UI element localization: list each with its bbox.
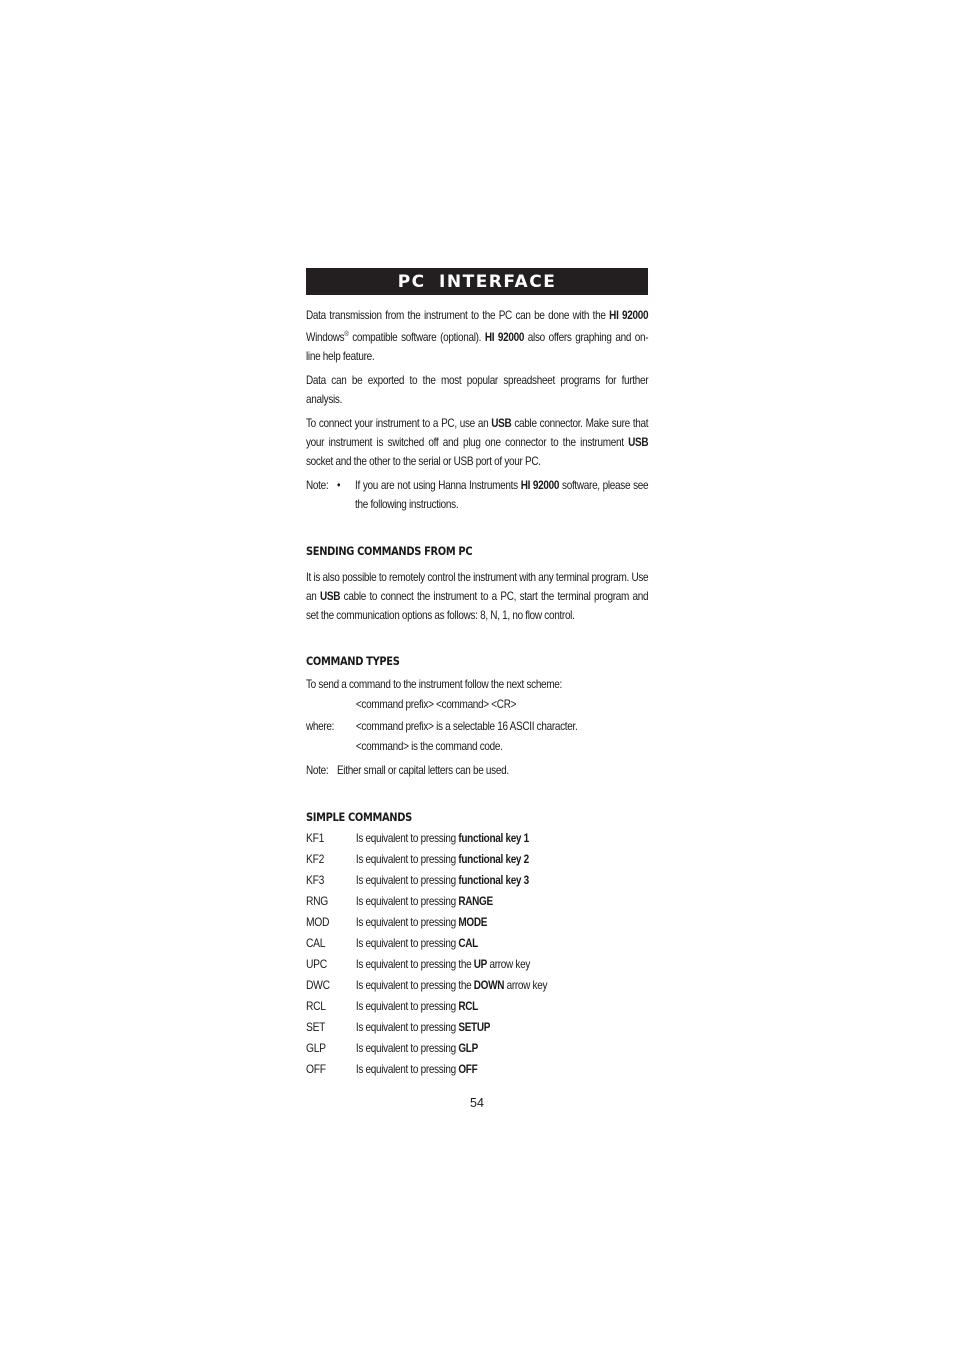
command-row (306, 1038, 648, 1059)
command-code: KF3 (306, 872, 325, 887)
simple-command-list (306, 828, 648, 1080)
command-code: SET (306, 1019, 326, 1034)
command-description: Is equivalent to pressing RANGE (355, 894, 493, 908)
bullet-icon: • (336, 478, 341, 492)
intro-paragraph-2: Data can be exported to the most popular spreadsheet programs for further analysis. (306, 373, 649, 406)
command-code: RCL (306, 998, 326, 1013)
command-description: Is equivalent to pressing the DOWN arrow key (355, 978, 548, 992)
product-name: HI 92000 (484, 330, 525, 344)
command-row (306, 912, 648, 933)
command-code: UPC (306, 956, 327, 971)
command-description: Is equivalent to pressing functional key 1 (355, 831, 529, 845)
command-code: CAL (306, 935, 326, 950)
intro-paragraph-1: Data transmission from the instrument to the PC can be done with the HI 92000 Windows® compatible software (optional). HI 92000 also offers graphing and on-line help feature. (306, 309, 649, 363)
where-line-2: <command> is the command code. (355, 739, 503, 753)
command-description: Is equivalent to pressing CAL (355, 936, 478, 950)
command-code: RNG (306, 893, 329, 908)
content: Data transmission from the instrument to the PC can be done with the HI 92000 Windows® compatible software (optional). HI 92000 also offers graphing and on-line help feature. Data can be exported to the most popular spreadsheet programs for further analysis. To connect your instrument to a PC, use an USB cable connector. Make sure that your instrument is switched off and plug one connector to the instrument USB socket and the other to the serial or USB port of your PC. Note: • If you are not using Hanna Instruments HI 92000 software, please see the following instructions. SENDING COMMANDS FROM PC It is also possible to remotely control the instrument with any terminal program. Use an USB cable to connect the instrument to a PC, start the terminal program and set the communication options as follows: 8, N, 1, no flow control. COMMAND TYPES To send a command to the instrument follow the next scheme: <command prefix> <command> <CR> where: <command prefix> is a selectable 16 ASCII character. <command> is the command code. Note: Either small or capital letters can be used. SIMPLE COMMANDS KF1 Is equivalent to pressing functional key 1 KF2 Is equivalent to pressing functional key 2 KF3 Is equivalent to pressing functional key 3 RNG Is equivalent to pressing RANGE MOD Is equivalent to pressing MODE CAL Is equivalent to pressing CAL UPC Is equivalent to pressing the UP arrow key DWC Is equivalent to pressing the DOWN arrow key RCL Is equivalent to pressing RCL SET Is equivalent to pressing SETUP GLP Is equivalent to pressing GLP OFF Is equivalent to pressing OFF (306, 306, 648, 1080)
manual-page (306, 268, 648, 1080)
command-description: Is equivalent to pressing MODE (355, 915, 488, 929)
command-row (306, 849, 648, 870)
command-row (306, 1017, 648, 1038)
command-row (306, 828, 648, 849)
sending-paragraph: It is also possible to remotely control the instrument with any terminal program. Use an USB cable to connect the instrument to a PC, start the terminal program and set the communication options as follows: 8, N, 1, no flow control. (306, 570, 649, 622)
command-description: Is equivalent to pressing functional key 2 (355, 852, 529, 866)
command-row (306, 870, 648, 891)
heading-command-types: COMMAND TYPES (306, 653, 400, 668)
intro-paragraph-3: To connect your instrument to a PC, use an USB cable connector. Make sure that your instrument is switched off and plug one connector to the instrument USB socket and the other to the serial or USB port of your PC. (306, 416, 649, 468)
command-description: Is equivalent to pressing GLP (355, 1041, 478, 1055)
page-number: 54 (470, 1096, 484, 1110)
command-description: Is equivalent to pressing RCL (355, 999, 478, 1013)
command-row (306, 1059, 648, 1080)
command-description: Is equivalent to pressing SETUP (355, 1020, 491, 1034)
command-row (306, 891, 648, 912)
section-title-bar (306, 268, 648, 295)
command-row (306, 996, 648, 1017)
command-types-note: Note: Either small or capital letters can be used. (306, 763, 509, 777)
command-row (306, 933, 648, 954)
section-title: PC INTERFACE (397, 271, 557, 292)
command-scheme: <command prefix> <command> <CR> (355, 697, 517, 711)
command-types-intro: To send a command to the instrument follow the next scheme: (306, 677, 563, 691)
where-line-1: <command prefix> is a selectable 16 ASCII character. (355, 719, 578, 733)
command-code: GLP (306, 1040, 326, 1055)
command-code: OFF (306, 1061, 326, 1076)
command-code: KF2 (306, 851, 325, 866)
heading-simple-commands: SIMPLE COMMANDS (306, 809, 412, 824)
command-code: DWC (306, 977, 330, 992)
command-description: Is equivalent to pressing the UP arrow key (355, 957, 531, 971)
command-code: MOD (306, 914, 330, 929)
command-code: KF1 (306, 830, 325, 845)
command-description: Is equivalent to pressing functional key 3 (355, 873, 529, 887)
heading-sending-commands: SENDING COMMANDS FROM PC (306, 543, 473, 558)
command-row (306, 954, 648, 975)
product-name: HI 92000 (609, 309, 649, 322)
command-description: Is equivalent to pressing OFF (355, 1062, 478, 1076)
intro-note: Note: • If you are not using Hanna Instruments HI 92000 software, please see the following instructions. (306, 476, 648, 514)
command-row (306, 975, 648, 996)
